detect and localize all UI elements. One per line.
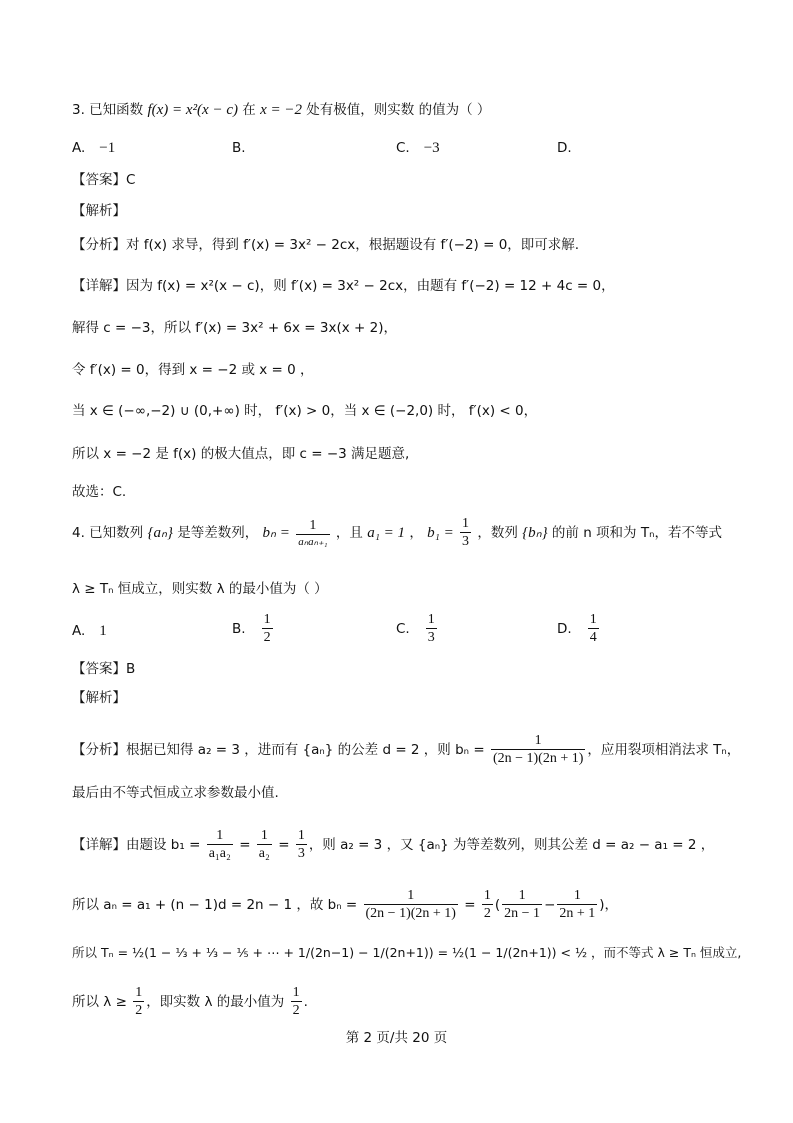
q3-xiangjie-text: 因为 f(x) = x²(x − c)，则 f′(x) = 3x² − 2cx，由题有 f′(−2) = 12 + 4c = 0， bbox=[126, 278, 615, 294]
q4-xj-b: ，则 a₂ = 3 ，又 {aₙ} 为等差数列，则其公差 d = a₂ − a₁ = 2 ， bbox=[308, 836, 715, 853]
q3-option-b-label: B. bbox=[232, 140, 246, 156]
q3-xiangjie-label: 【详解】 bbox=[72, 278, 126, 294]
q3-step2: 令 f′(x) = 0，得到 x = −2 或 x = 0 ， bbox=[72, 362, 314, 378]
q4-fenxi-num: 1 bbox=[491, 733, 585, 750]
q4-stem-bseq: {bₙ} bbox=[522, 524, 548, 541]
q4-fenxi-den: (2n − 1)(2n + 1) bbox=[492, 751, 584, 767]
q3-stem bbox=[72, 100, 490, 120]
q4-stem-p1: 是等差数列， bbox=[177, 524, 259, 541]
q4-option-c-den: 3 bbox=[427, 630, 435, 646]
q4-s1-half-num: 1 bbox=[482, 888, 493, 905]
q4-s1-frac-half bbox=[482, 888, 493, 922]
q4-s3-frac2-den: 2 bbox=[292, 1003, 300, 1019]
q3-fenxi-text: 对 f(x) 求导，得到 f′(x) = 3x² − 2cx，根据题设有 f′(−2) = 0，即可求解. bbox=[126, 237, 580, 253]
q4-option-b-den: 2 bbox=[263, 630, 271, 646]
q3-stem-x: x = −2 bbox=[260, 102, 302, 118]
q4-s1-c: ( bbox=[494, 896, 501, 913]
q4-stem-p5: 的前 n 项和为 Tₙ，若不等式 bbox=[551, 524, 722, 541]
q4-s1-frac-main bbox=[364, 888, 458, 922]
q3-answer-label: 【答案】 bbox=[72, 172, 126, 188]
q4-analysis-label: 【解析】 bbox=[72, 690, 126, 706]
q4-option-b-fraction bbox=[262, 612, 273, 646]
q3-fenxi-label: 【分析】 bbox=[72, 237, 126, 253]
q4-answer bbox=[72, 659, 135, 679]
page-footer: 第 2 页/共 20 页 bbox=[345, 1030, 448, 1046]
q4-stem-p2: ，且 bbox=[335, 524, 363, 541]
q4-stem-frac-num: 1 bbox=[296, 518, 329, 535]
q4-s1-frac-p bbox=[502, 888, 542, 922]
q3-option-a-label: A. bbox=[72, 140, 86, 156]
q4-fenxi bbox=[72, 733, 740, 767]
q3-answer bbox=[72, 170, 135, 190]
q3-stem-prefix: 3. 已知函数 bbox=[72, 102, 144, 118]
q4-s3-frac bbox=[133, 985, 144, 1019]
q4-option-c bbox=[396, 612, 439, 646]
q4-option-d-fraction bbox=[588, 612, 599, 646]
q4-fenxi-b: ，应用裂项相消法求 Tₙ， bbox=[587, 741, 741, 758]
q4-option-d-num: 1 bbox=[588, 612, 599, 629]
q4-xj-frac2 bbox=[257, 828, 272, 862]
q4-s1-half-den: 2 bbox=[483, 906, 491, 922]
q4-xj-frac2-num: 1 bbox=[257, 828, 272, 845]
q4-s1-a: 所以 aₙ = a₁ + (n − 1)d = 2n − 1 ，故 bₙ = bbox=[72, 896, 358, 913]
q4-stem-bn: bₙ = bbox=[262, 524, 290, 541]
q4-xj-frac2-den: a₂ bbox=[258, 846, 270, 862]
q4-stem-b1-fraction bbox=[460, 516, 471, 550]
q4-stem-an: {aₙ} bbox=[147, 524, 173, 541]
q4-xiangjie-label: 【详解】 bbox=[72, 836, 126, 853]
q4-option-d-den: 4 bbox=[589, 630, 597, 646]
q3-option-a bbox=[72, 138, 115, 158]
q4-fenxi-a: 根据已知得 a₂ = 3 ，进而有 {aₙ} 的公差 d = 2 ，则 bₙ = bbox=[126, 741, 485, 758]
q4-option-b-num: 1 bbox=[262, 612, 273, 629]
q4-option-a-value: 1 bbox=[99, 623, 107, 639]
q4-xj-eq: = bbox=[239, 836, 251, 853]
q4-stem-a1: a₁ = 1 bbox=[367, 524, 406, 541]
q3-stem-func: f(x) = x²(x − c) bbox=[147, 102, 238, 118]
q4-s1-b: = bbox=[464, 896, 476, 913]
q4-s3-frac2-num: 1 bbox=[291, 985, 302, 1002]
q4-option-d-label: D. bbox=[557, 620, 572, 637]
q4-option-b bbox=[232, 612, 275, 646]
q4-stem-prefix: 4. 已知数列 bbox=[72, 524, 144, 541]
q3-analysis-label: 【解析】 bbox=[72, 203, 126, 219]
q4-stem-b1: b₁ = bbox=[427, 524, 454, 541]
q3-step5: 故选：C. bbox=[72, 484, 127, 500]
q4-stem-line2: λ ≥ Tₙ 恒成立，则实数 λ 的最小值为（ ） bbox=[72, 581, 328, 597]
q4-xj-frac1-num: 1 bbox=[207, 828, 233, 845]
q4-option-a bbox=[72, 621, 107, 641]
q4-fenxi-label: 【分析】 bbox=[72, 741, 126, 758]
q4-xj-a: 由题设 b₁ = bbox=[126, 836, 201, 853]
q4-s1-q-num: 1 bbox=[557, 888, 597, 905]
q3-option-d bbox=[557, 138, 586, 158]
q3-option-c bbox=[396, 138, 440, 158]
q4-stem-b1-num: 1 bbox=[460, 516, 471, 533]
q4-s1-den: (2n − 1)(2n + 1) bbox=[365, 906, 456, 922]
q4-fenxi-line2: 最后由不等式恒成立求参数最小值. bbox=[72, 785, 279, 801]
q4-s1-d: − bbox=[544, 896, 556, 913]
q4-stem-p3: ， bbox=[409, 524, 423, 541]
q4-xj-eq2: = bbox=[278, 836, 290, 853]
q4-xj-frac3-den: 3 bbox=[297, 846, 305, 862]
q4-s3-num: 1 bbox=[133, 985, 144, 1002]
q4-xj-frac1-den: a₁a₂ bbox=[208, 846, 231, 862]
q4-stem-p4: ，数列 bbox=[477, 524, 518, 541]
q3-option-b bbox=[232, 138, 260, 158]
q4-stem bbox=[72, 516, 722, 550]
q3-option-c-label: C. bbox=[396, 140, 410, 156]
q4-s1-e: )， bbox=[599, 896, 619, 913]
q4-fenxi-fraction bbox=[491, 733, 585, 767]
q3-step4: 所以 x = −2 是 f(x) 的极大值点，即 c = −3 满足题意, bbox=[72, 446, 410, 462]
q3-step1: 解得 c = −3，所以 f′(x) = 3x² + 6x = 3x(x + 2)， bbox=[72, 320, 397, 336]
q3-xiangjie bbox=[72, 276, 615, 296]
q4-option-c-num: 1 bbox=[426, 612, 437, 629]
q4-xj-frac1 bbox=[207, 828, 233, 862]
q3-fenxi bbox=[72, 235, 579, 255]
q4-step2: 所以 Tₙ = ½(1 − ⅓ + ⅓ − ⅕ + ⋯ + 1/(2n−1) − 1/(2n+1)) = ½(1 − 1/(2n+1)) < ½ ，而不等式 λ ≥ Tₙ 恒成立, bbox=[72, 945, 742, 960]
q4-s3-den: 2 bbox=[135, 1003, 143, 1019]
q4-s1-q-den: 2n + 1 bbox=[559, 906, 596, 922]
q3-stem-mid: 在 bbox=[242, 102, 256, 118]
q3-answer-value: C bbox=[126, 172, 136, 188]
q4-s3-a: 所以 λ ≥ bbox=[72, 993, 127, 1010]
q4-option-d bbox=[557, 612, 601, 646]
q4-s1-num: 1 bbox=[364, 888, 458, 905]
q4-option-a-label: A. bbox=[72, 623, 86, 639]
q4-stem-fraction bbox=[296, 518, 329, 548]
q3-option-c-value: −3 bbox=[423, 140, 440, 156]
q3-stem-suffix: 处有极值，则实数 的值为（ ） bbox=[306, 102, 491, 118]
q4-s3-b: ，即实数 λ 的最小值为 bbox=[146, 993, 285, 1010]
q4-option-b-label: B. bbox=[232, 620, 246, 637]
q4-answer-value: B bbox=[126, 661, 136, 677]
q4-s3-frac2 bbox=[291, 985, 302, 1019]
q4-stem-b1-den: 3 bbox=[462, 534, 470, 550]
q4-s1-p-num: 1 bbox=[502, 888, 542, 905]
q4-step3 bbox=[72, 985, 308, 1019]
q4-option-c-label: C. bbox=[396, 620, 410, 637]
q4-stem-frac-den: aₙaₙ₊₁ bbox=[298, 536, 328, 549]
q4-s1-frac-q bbox=[557, 888, 597, 922]
q4-s3-c: . bbox=[303, 993, 308, 1010]
q3-step3: 当 x ∈ (−∞,−2) ∪ (0,+∞) 时， f′(x) > 0，当 x ∈ (−2,0) 时， f′(x) < 0， bbox=[72, 403, 538, 419]
q4-xiangjie bbox=[72, 828, 714, 862]
q4-xj-frac3-num: 1 bbox=[296, 828, 307, 845]
q3-option-a-value: −1 bbox=[99, 140, 116, 156]
q4-option-c-fraction bbox=[426, 612, 437, 646]
q4-xj-frac3 bbox=[296, 828, 307, 862]
q3-option-d-label: D. bbox=[557, 140, 572, 156]
q4-step1 bbox=[72, 888, 618, 922]
q4-answer-label: 【答案】 bbox=[72, 661, 126, 677]
q4-s1-p-den: 2n − 1 bbox=[504, 906, 541, 922]
